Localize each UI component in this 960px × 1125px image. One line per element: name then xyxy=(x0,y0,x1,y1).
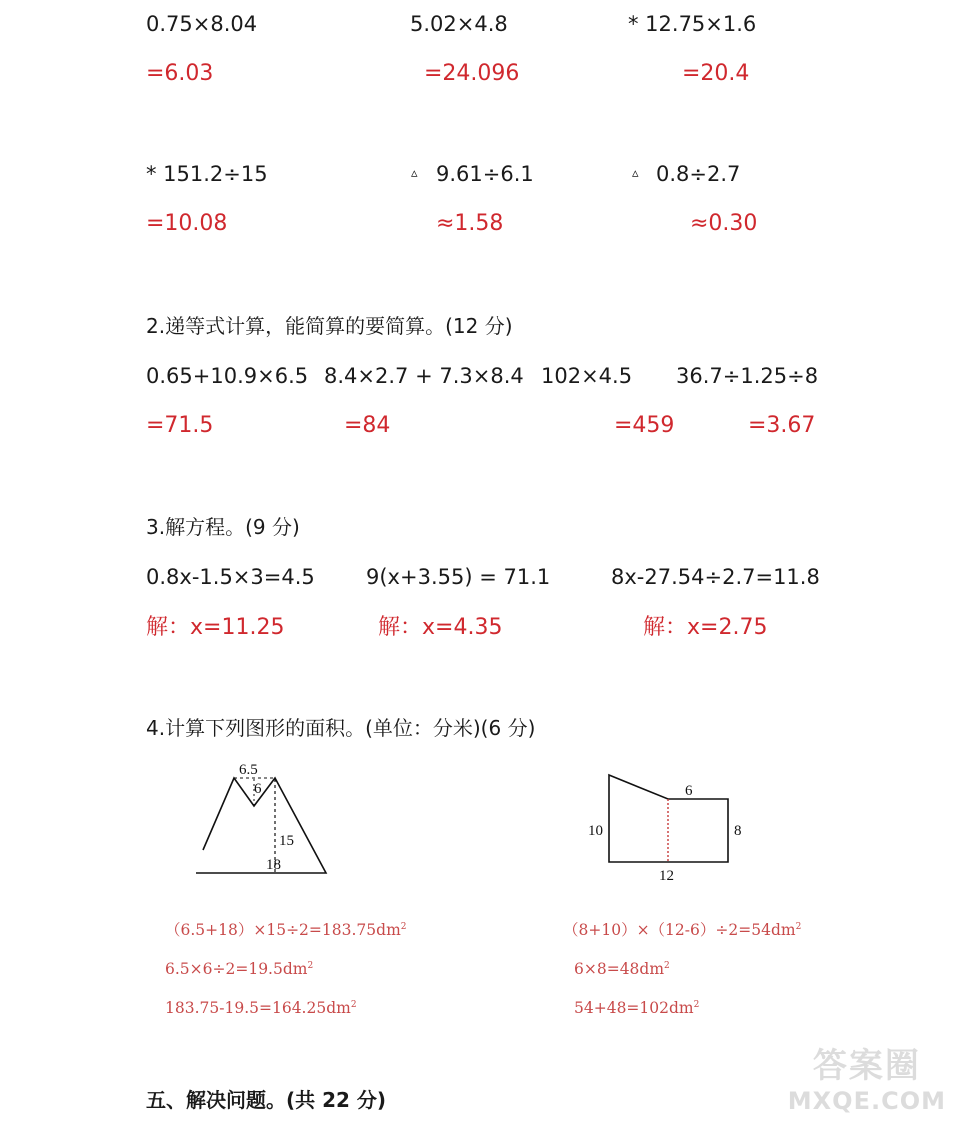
triangle-marker-icon: ▵ xyxy=(632,166,639,181)
equation-3: 8x-27.54÷2.7=11.8 xyxy=(611,565,820,589)
watermark-line-2: MXQE.COM xyxy=(787,1087,946,1115)
figure-2-label-bottom: 12 xyxy=(659,868,674,884)
problem-1-answer: =6.03 xyxy=(146,61,214,86)
section-2-answer-2: =84 xyxy=(344,413,391,438)
figure-2-solution-line-1: $(8+10)\times(12-6)\div 2=54dm^2$ xyxy=(563,921,802,939)
problem-6-expr: 0.8÷2.7 xyxy=(656,162,741,186)
equation-1: 0.8x-1.5×3=4.5 xyxy=(146,565,315,589)
watermark-line-1: 答案圈 xyxy=(812,1046,921,1086)
figure-2-label-left: 10 xyxy=(588,823,603,839)
section-2-expr-1: 0.65+10.9×6.5 xyxy=(146,364,309,388)
section-2-title: 2.递等式计算，能简算的要简算。(12 分) xyxy=(146,314,513,338)
problem-3-answer: =20.4 xyxy=(682,61,750,86)
section-2-expr-4: 36.7÷1.25÷8 xyxy=(676,364,819,388)
equation-3-answer: 解：x=2.75 xyxy=(643,615,768,640)
figure-2-label-top: 6 xyxy=(685,783,693,799)
equation-2: 9(x+3.55) = 71.1 xyxy=(366,565,551,589)
problem-3-expr: * 12.75×1.6 xyxy=(628,12,757,36)
triangle-marker-icon: ▵ xyxy=(411,166,418,181)
equation-1-answer: 解：x=11.25 xyxy=(146,615,285,640)
figure-1-solution-line-3: $183.75-19.5=164.25dm^2$ xyxy=(165,999,357,1017)
problem-2-expr: 5.02×4.8 xyxy=(410,12,508,36)
figure-1-label-height: 15 xyxy=(279,833,294,849)
figure-1-label-notch: 6 xyxy=(254,781,262,797)
problem-6-answer: ≈0.30 xyxy=(690,211,758,236)
problem-4-expr: * 151.2÷15 xyxy=(146,162,268,186)
problem-4-answer: =10.08 xyxy=(146,211,228,236)
problem-1-expr: 0.75×8.04 xyxy=(146,12,258,36)
figure-1-label-base: 18 xyxy=(266,857,281,873)
figure-2-label-right: 8 xyxy=(734,823,742,839)
watermark-logo xyxy=(788,1038,946,1115)
figure-1-label-top: 6.5 xyxy=(239,762,258,778)
section-3-title: 3.解方程。(9 分) xyxy=(146,515,300,539)
figure-1-solution-line-2: $6.5\times 6\div 2=19.5dm^2$ xyxy=(165,960,314,978)
problem-2-answer: =24.096 xyxy=(424,61,520,86)
problem-5-expr: 9.61÷6.1 xyxy=(436,162,534,186)
section-2-answer-4: =3.67 xyxy=(748,413,816,438)
section-5-title: 五、解决问题。(共 22 分) xyxy=(146,1088,387,1112)
section-2-expr-2: 8.4×2.7 + 7.3×8.4 xyxy=(324,364,524,388)
figure-2-solution-line-2: $6\times 8=48dm^2$ xyxy=(574,960,670,978)
problem-5-answer: ≈1.58 xyxy=(436,211,504,236)
section-2-expr-3: 102×4.5 xyxy=(541,364,633,388)
equation-2-answer: 解：x=4.35 xyxy=(378,615,503,640)
figure-2-solution-line-3: $54+48=102dm^2$ xyxy=(574,999,700,1017)
figure-1-solution-line-1: $(6.5+18)\times 15\div 2=183.75dm^2$ xyxy=(165,921,407,939)
section-2-answer-1: =71.5 xyxy=(146,413,214,438)
section-4-title: 4.计算下列图形的面积。(单位：分米)(6 分) xyxy=(146,716,536,740)
section-2-answer-3: =459 xyxy=(614,413,675,438)
